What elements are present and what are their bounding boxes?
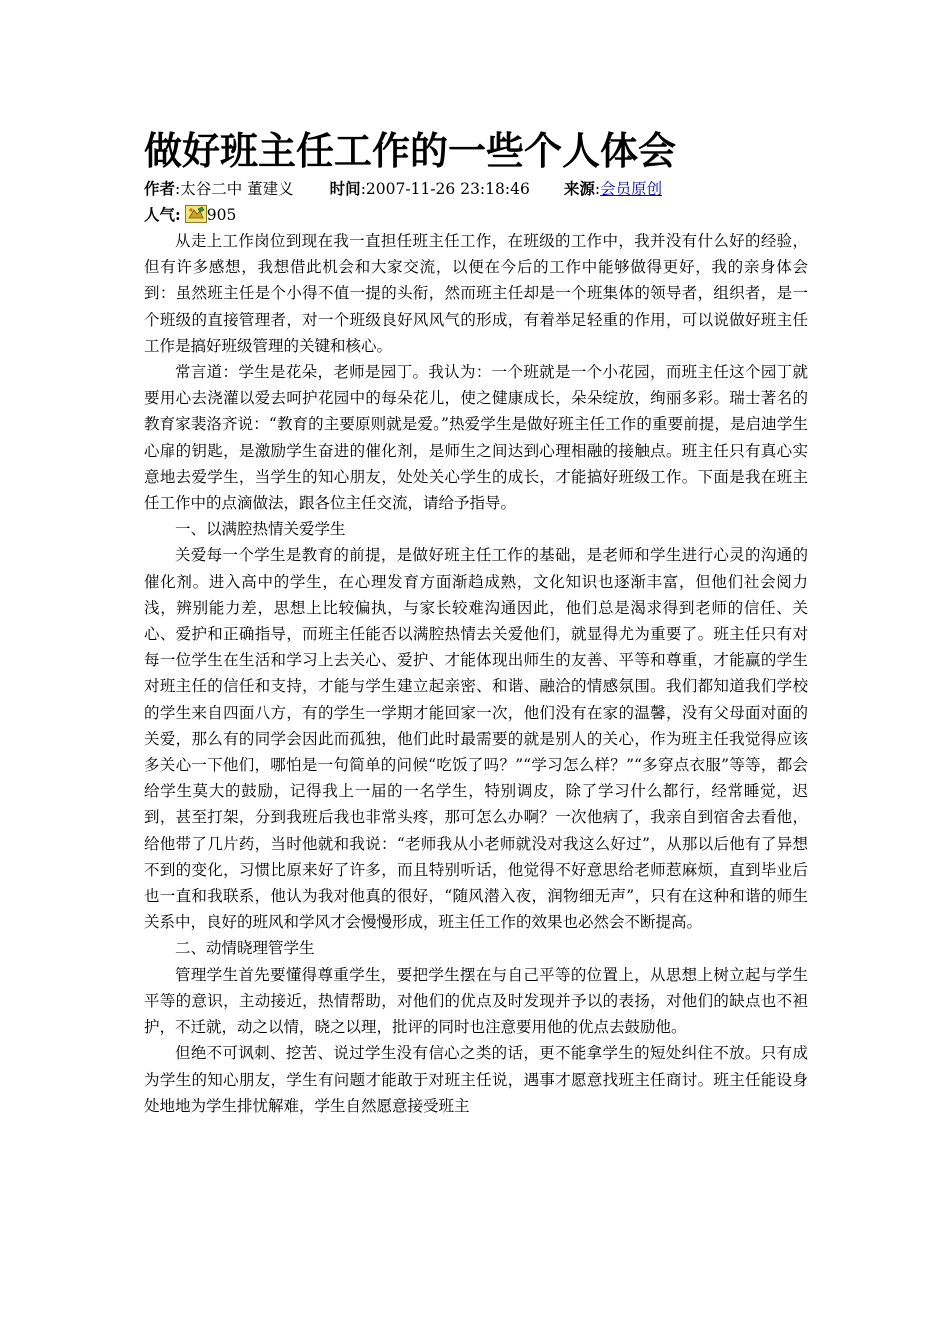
source-separator: :	[594, 180, 601, 198]
article	[144, 126, 808, 1119]
views-value: 905	[206, 206, 237, 224]
source-label: 来源	[563, 179, 595, 198]
time-label: 时间	[329, 179, 361, 198]
section-heading: 二、动情晓理管学生	[175, 939, 315, 958]
source-link[interactable]: 会员原创	[600, 180, 663, 198]
paragraph: 关爱每一个学生是教育的前提，是做好班主任工作的基础，是老师和学生进行心灵的沟通的催化剂。进入高中的学生，在心理发育方面渐趋成熟，文化知识也逐渐丰富，但他们社会阅力浅，辨别能力差，思想上比较偏执，与家长较难沟通因此，他们总是渴求得到老师的信任、关心、爱护和正确指导，而班主任能否以满腔热情去关爱他们，就显得尤为重要了。班主任只有对每一位学生在生活和学习上去关心、爱护、才能体现出师生的友善、平等和尊重，才能赢的学生对班主任的信任和支持，才能与学生建立起亲密、和谐、融洽的情感氛围。我们都知道我们学校的学生来自四面八方，有的学生一学期才能回家一次，他们没有在家的温馨，没有父母面对面的关爱，那么有的同学会因此而孤独，他们此时最需要的就是别人的关心，作为班主任我觉得应该多关心一下他们，哪怕是一句简单的问候“吃饭了吗？”“学习怎么样？”“多穿点衣服”等等，都会给学生莫大的鼓励，记得我上一届的一名学生，特别调皮，除了学习什么都行，经常睡觉，迟到，甚至打架，分到我班后我也非常头疼，那可怎么办啊？一次他病了，我亲自到宿舍去看他，给他带了几片药，当时他就和我说：“老师我从小老师就没对我这么好过”，从那以后他有了异想不到的变化，习惯比原来好了许多，而且特别听话，他觉得不好意思给老师惹麻烦，直到毕业后也一直和我联系，他认为我对他真的很好，“随风潜入夜，润物细无声”，只有在这种和谐的师生关系中，良好的班风和学风才会慢慢形成，班主任工作的效果也必然会不断提高。	[144, 546, 808, 932]
paragraph: 常言道：学生是花朵，老师是园丁。我认为：一个班就是一个小花园，而班主任这个园丁就要用心去浇灌以爱去呵护花园中的每朵花儿，使之健康成长，朵朵绽放，绚丽多彩。瑞士著名的教育家裴洛齐说：“教育的主要原则就是爱。”热爱学生是做好班主任工作的重要前提，是启迪学生心扉的钥匙，是激励学生奋进的催化剂，是师生之间达到心理相融的接触点。班主任只有真心实意地去爱学生，当学生的知心朋友，处处关心学生的成长，才能搞好班级工作。下面是我在班主任工作中的点滴做法，跟各位主任交流，请给予指导。	[144, 363, 808, 513]
paragraph: 但绝不可讽刺、挖苦、说过学生没有信心之类的话，更不能拿学生的短处纠住不放。只有成为学生的知心朋友，学生有问题才能敢于对班主任说，遇事才愿意找班主任商讨。班主任能设身处地地为学生排忧解难，学生自然愿意接受班主	[144, 1044, 808, 1115]
article-views-line	[144, 202, 808, 228]
article-title: 做好班主任工作的一些个人体会	[144, 128, 677, 173]
time-value: :2007-11-26 23:18:46	[360, 180, 530, 198]
paragraph: 管理学生首先要懂得尊重学生，要把学生摆在与自己平等的位置上，从思想上树立起与学生平等的意识，主动接近，热情帮助，对他们的优点及时发现并予以的表扬，对他们的缺点也不袒护，不迁就，动之以情，晓之以理，批评的同时也注意要用他的优点去鼓励他。	[144, 965, 808, 1037]
article-body	[144, 228, 808, 1119]
views-icon	[185, 205, 207, 223]
section-heading: 一、以满腔热情关爱学生	[175, 520, 346, 539]
author-value: :太谷二中 董建义	[175, 180, 294, 198]
article-meta-line	[144, 176, 808, 202]
paragraph: 从走上工作岗位到现在我一直担任班主任工作，在班级的工作中，我并没有什么好的经验，但有许多感想，我想借此机会和大家交流，以便在今后的工作中能够做得更好，我的亲身体会到：虽然班主任是个小得不值一提的头衔，然而班主任却是一个班集体的领导者，组织者，是一个班级的直接管理者，对一个班级良好风风气的形成，有着举足轻重的作用，可以说做好班主任工作是搞好班级管理的关键和核心。	[144, 232, 808, 355]
author-label: 作者	[144, 179, 176, 198]
views-label: 人气:	[144, 205, 181, 224]
